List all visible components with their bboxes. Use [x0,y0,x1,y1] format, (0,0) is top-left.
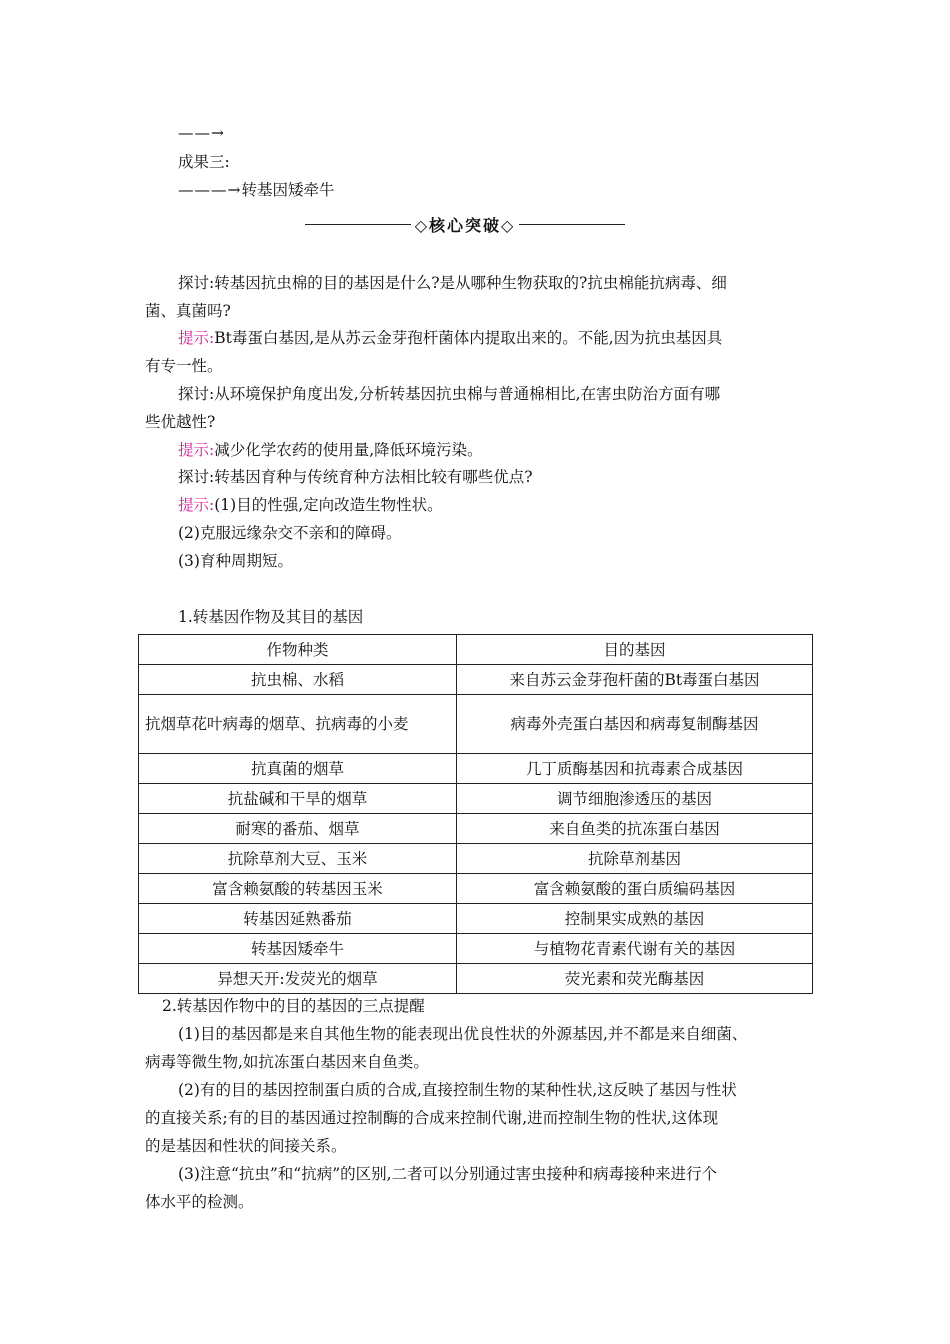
table-row [139,904,813,934]
table-row [139,665,813,695]
paragraph-line: 病毒等微生物,如抗冻蛋白基因来自鱼类。 [145,1053,429,1071]
table-header-cell: 作物种类 [139,635,457,665]
paragraph-line: (1)目的基因都是来自其他生物的能表现出优良性状的外源基因,并不都是来自细菌、 [178,1025,748,1043]
table-row [139,754,813,784]
discussion-answer [178,328,722,348]
crop-cell: 抗烟草花叶病毒的烟草、抗病毒的小麦 [139,695,457,754]
question-text: 转基因抗虫棉的目的基因是什么?是从哪种生物获取的?抗虫棉能抗病毒、细 [214,274,727,292]
table-header-cell: 目的基因 [457,635,813,665]
arrow-line: ———→ [178,181,242,199]
result-label: 成果三: [178,153,230,171]
banner-rule-right [519,224,625,225]
banner-rule-left [305,224,411,225]
question-label: 探讨: [178,468,215,486]
gene-table [138,634,813,994]
answer-text: (1)目的性强,定向改造生物性状。 [214,496,443,514]
crop-cell: 抗虫棉、水稻 [139,665,457,695]
discussion-question [178,384,720,404]
discussion-answer [178,440,483,460]
table-row [139,844,813,874]
result-text: 转基因矮牵牛 [241,181,335,199]
gene-cell: 几丁质酶基因和抗毒素合成基因 [457,754,813,784]
gene-cell: 富含赖氨酸的蛋白质编码基因 [457,874,813,904]
question-label: 探讨: [178,274,215,292]
crop-cell: 异想天开:发荧光的烟草 [139,964,457,994]
crop-cell: 抗盐碱和干旱的烟草 [139,784,457,814]
question-label: 探讨: [178,385,215,403]
answer-item: (3)育种周期短。 [178,552,293,570]
result-line [178,180,335,200]
gene-cell: 控制果实成熟的基因 [457,904,813,934]
paragraph-line: 的是基因和性状的间接关系。 [145,1137,347,1155]
discussion-answer [178,495,443,515]
crop-cell: 转基因矮牵牛 [139,934,457,964]
question-text: 转基因育种与传统育种方法相比较有哪些优点? [214,468,533,486]
table-row [139,695,813,754]
table-row [139,964,813,994]
gene-cell: 荧光素和荧光酶基因 [457,964,813,994]
discussion-question [178,467,533,487]
question-text-cont: 菌、真菌吗? [145,302,231,320]
gene-cell: 来自苏云金芽孢杆菌的Bt毒蛋白基因 [457,665,813,695]
answer-text: 减少化学农药的使用量,降低环境污染。 [214,441,483,459]
section-banner [305,212,625,236]
answer-item: (2)克服远缘杂交不亲和的障碍。 [178,524,402,542]
hint-label: 提示: [178,441,215,459]
paragraph-line: (3)注意“抗虫”和“抗病”的区别,二者可以分别通过害虫接种和病毒接种来进行个 [178,1165,718,1183]
discussion-question [178,273,727,293]
arrow-line: ——→ [178,124,225,142]
hint-label: 提示: [178,496,215,514]
answer-text-cont: 有专一性。 [145,357,223,375]
hint-label: 提示: [178,329,215,347]
table-row [139,874,813,904]
crop-cell: 耐寒的番茄、烟草 [139,814,457,844]
gene-cell: 病毒外壳蛋白基因和病毒复制酶基因 [457,695,813,754]
table-header-row [139,635,813,665]
crop-cell: 抗真菌的烟草 [139,754,457,784]
question-text: 从环境保护角度出发,分析转基因抗虫棉与普通棉相比,在害虫防治方面有哪 [214,385,721,403]
gene-cell: 来自鱼类的抗冻蛋白基因 [457,814,813,844]
table-row [139,934,813,964]
paragraph-line: 体水平的检测。 [145,1193,254,1211]
gene-cell: 调节细胞渗透压的基因 [457,784,813,814]
crop-cell: 抗除草剂大豆、玉米 [139,844,457,874]
section-heading: 1.转基因作物及其目的基因 [178,608,364,626]
banner-title: ◇核心突破◇ [414,215,516,235]
gene-cell: 抗除草剂基因 [457,844,813,874]
answer-text: Bt毒蛋白基因,是从苏云金芽孢杆菌体内提取出来的。不能,因为抗虫基因具 [214,329,723,347]
section-heading: 2.转基因作物中的目的基因的三点提醒 [162,997,425,1015]
paragraph-line: (2)有的目的基因控制蛋白质的合成,直接控制生物的某种性状,这反映了基因与性状 [178,1081,737,1099]
crop-cell: 转基因延熟番茄 [139,904,457,934]
table-row [139,784,813,814]
question-text-cont: 些优越性? [145,413,216,431]
gene-cell: 与植物花青素代谢有关的基因 [457,934,813,964]
table-row [139,814,813,844]
paragraph-line: 的直接关系;有的目的基因通过控制酶的合成来控制代谢,进而控制生物的性状,这体现 [145,1109,719,1127]
crop-cell: 富含赖氨酸的转基因玉米 [139,874,457,904]
